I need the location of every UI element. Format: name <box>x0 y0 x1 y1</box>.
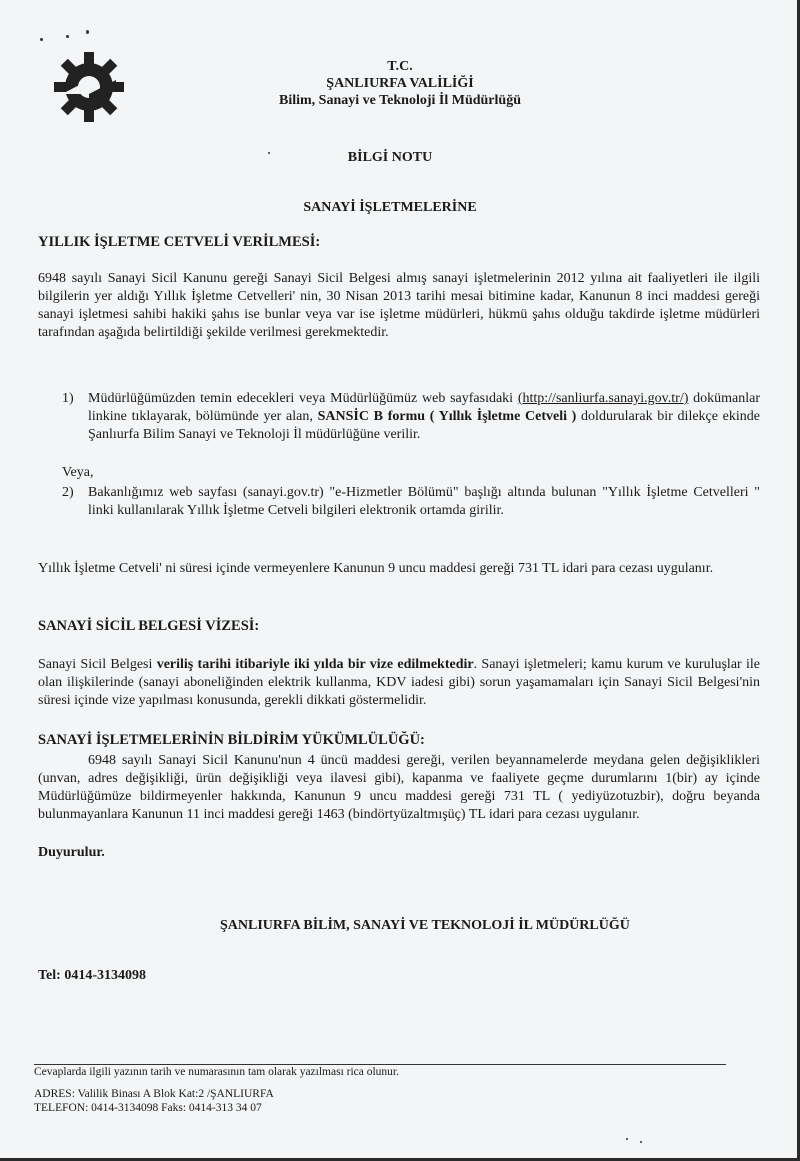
provincial-website-link[interactable]: (http://sanliurfa.sanayi.gov.tr/) <box>517 391 689 406</box>
list-item-text-b: dokümanlar linkine tıklayarak, bölümünde yer alan, <box>88 391 761 424</box>
section2-bold-text: veriliş tarihi itibariyle iki yılda bir vize edilmektedir <box>156 657 474 672</box>
section3-paragraph: 6948 sayılı Sanayi Sicil Kanunu'nun 4 üncü maddesi gereği, verilen beyannamelerde meydana gelen değişiklikleri (unvan, adres değişikliği, ürün değişikliği veya ilavesi gibi), kapanma ve faaliyete geçme durumlarını 1(bir) ay içinde Müdürlüğümüze bildirmeyenler hakkında, Kanunun 9 uncu maddesi gereği 731 TL ( yediyüzotuzbir), doğru beyanda bulunmayanlara Kanunun 11 inci maddesi gereği 1463 (bindörtyüzaltmışüç) TL idari para cezası uygulanır. <box>38 753 760 822</box>
signature-directorate: ŞANLIURFA BİLİM, SANAYİ VE TEKNOLOJİ İL MÜDÜRLÜĞÜ <box>220 918 630 933</box>
section1-intro-paragraph: 6948 sayılı Sanayi Sicil Kanunu gereği Sanayi Sicil Belgesi almış sanayi işletmelerinin 2012 yılına ait faaliyetleri ile ilgili bilgilerin yer aldığı Yıllık İşletme Cetvelleri' nin, 30 Nisan 2013 tarihi mesai bitimine kadar, Kanunun 8 inci maddesi gereği sanayi işletmesi sahibi hakiki şahıs ise bunlar veya var ise işletme müdürleri, hükmü şahıs olduğu takdirde işletme müdürleri tarafından aşağıda belirtildiği şekilde verilmesi gerekmektedir. <box>38 271 760 340</box>
section-heading-annual-chart: YILLIK İŞLETME CETVELİ VERİLMESİ: <box>38 234 321 250</box>
scan-speck <box>86 30 89 34</box>
section2-paragraph <box>38 656 760 710</box>
footer-note: Cevaplarda ilgili yazının tarih ve numarasının tam olarak yazılması rica olunur. <box>34 1066 400 1078</box>
list-item-text-a: Müdürlüğümüzden temin edecekleri veya Müdürlüğümüz web sayfasıdaki <box>88 391 514 406</box>
ministry-gear-logo <box>52 50 126 124</box>
scan-speck <box>626 1138 628 1140</box>
list-item-number: 2) <box>62 485 74 500</box>
list-item-text-c: doldurularak bir dilekçe ekinde Şanlıurfa Bilim Sanayi ve Teknoloji İl müdürlüğüne verilir. <box>88 409 760 442</box>
list-item-text: Bakanlığımız web sayfası (sanayi.gov.tr) "e-Hizmetler Bölümü" başlığı altında bulunan "Yıllık İşletme Cetvelleri " linki kullanılarak Yıllık İşletme Cetveli bilgileri elektronik ortamda girilir. <box>88 485 760 518</box>
section2-text-a: Sanayi Sicil Belgesi <box>38 657 157 672</box>
footer-phone-fax: TELEFON: 0414-3134098 Faks: 0414-313 34 07 <box>34 1102 262 1114</box>
penalty-paragraph: Yıllık İşletme Cetveli' ni süresi içinde vermeyenlere Kanunun 9 uncu maddesi gereği 731 TL idari para cezası uygulanır. <box>38 561 714 576</box>
telephone-number: Tel: 0414-3134098 <box>38 968 146 983</box>
section-heading-certificate-visa: SANAYİ SİCİL BELGESİ VİZESİ: <box>38 618 260 634</box>
closing-announcement: Duyurulur. <box>38 845 105 860</box>
footer-divider <box>34 1064 726 1065</box>
section2-text-b: . Sanayi işletmeleri; kamu kurum ve kuruluşlar ile olan ilişkilerinde (sanayi aboneliğinden elektrik kullanma, KDV iadesi gibi) sorun yaşamamaları için Sanayi Sicil Belgesi'nin süresi içinde vize yapılması konusunda, gerekli dikkati göstermelidir. <box>38 657 761 708</box>
sansic-form-name: SANSİC B formu ( Yıllık İşletme Cetveli ) <box>317 409 577 424</box>
section-heading-notification: SANAYİ İŞLETMELERİNİN BİLDİRİM YÜKÜMLÜLÜĞÜ: <box>38 732 425 748</box>
letterhead <box>220 58 580 109</box>
header-governorship: ŞANLIURFA VALİLİĞİ <box>326 76 474 91</box>
scan-speck <box>40 38 43 41</box>
header-directorate: Bilim, Sanayi ve Teknoloji İl Müdürlüğü <box>279 93 521 108</box>
footer-address: ADRES: Valilik Binası A Blok Kat:2 /ŞANLIURFA <box>34 1088 274 1100</box>
list-item-number: 1) <box>62 391 74 406</box>
or-label: Veya, <box>62 465 94 480</box>
document-title: BİLGİ NOTU <box>347 150 433 165</box>
scan-speck <box>66 35 69 38</box>
list-item-text <box>88 390 760 444</box>
header-country: T.C. <box>387 59 413 74</box>
document-subtitle: SANAYİ İŞLETMELERİNE <box>303 200 477 215</box>
scan-speck <box>640 1141 642 1143</box>
